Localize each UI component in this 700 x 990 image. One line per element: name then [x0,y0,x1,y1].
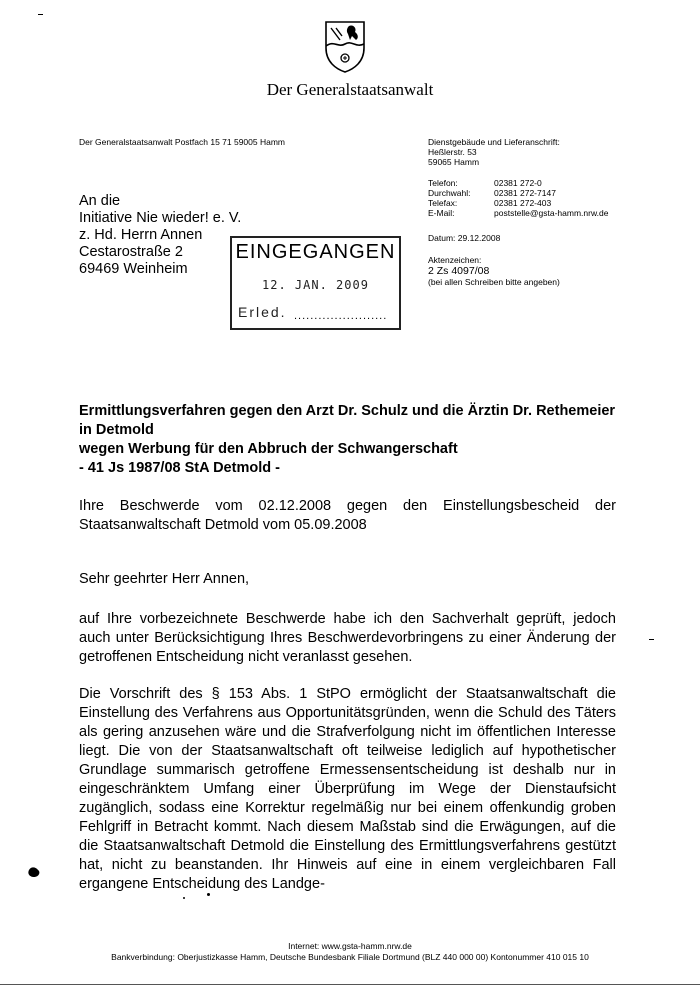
scan-speck [183,897,185,899]
contact-row [428,178,608,188]
office-address [428,137,560,167]
authority-title: Der Generalstaatsanwalt [266,80,434,99]
ink-blot-mark [27,866,41,878]
subject-line: in Detmold [79,422,154,438]
reference-block [428,255,560,287]
page-edge-line [0,984,700,985]
subject-line: - 41 Js 1987/08 StA Detmold - [79,460,280,476]
contact-row [428,188,608,198]
contact-details [428,178,608,218]
reference-label: Aktenzeichen: [428,255,482,265]
recipient-line: z. Hd. Herrn Annen [79,227,203,243]
footer-internet: Internet: www.gsta-hamm.nrw.de [288,941,412,951]
footer-bank: Bankverbindung: Oberjustizkasse Hamm, Deutsche Bundesbank Filiale Dortmund (BLZ 440 000 00) Kontonummer 410 015 10 [111,952,589,962]
fold-mark [649,639,654,640]
body-paragraph: Die Vorschrift des § 153 Abs. 1 StPO ermöglicht der Staatsanwaltschaft die Einstellung des Verfahrens aus Opportunitätsgründen, wenn die Schuld des Täters als gering anzusehen wäre und die Strafverfolgung nicht im öffentlichen Interesse liegt. Die von der Staatsanwaltschaft oft teilweise lediglich auf hypothetischer Grundlage summarisch getroffene Ermessensentscheidung ist deshalb nur in eingeschränktem Umfang einer Überprüfung im Wege der Dienstaufsicht zugänglich, sodass eine Korrektur regelmäßig nur bei einem offenkundig groben Fehlgriff in Betracht kommt. Nach diesem Maßstab sind die Erwägungen, auf die die Staatsanwaltschaft Detmold die Einstellung des Ermittlungsverfahrens gestützt hat, nicht zu beanstanden. Ihr Hinweis auf eine in einem vergleichbaren Fall ergangene Entscheidung des Landge- [79,686,616,892]
contact-row [428,198,608,208]
received-stamp [230,236,401,330]
subject-line: Ermittlungsverfahren gegen den Arzt Dr. Schulz und die Ärztin Dr. Rethemeier [79,403,616,419]
contact-row [428,208,608,218]
letter-date: Datum: 29.12.2008 [428,233,501,243]
office-city: 59065 Hamm [428,157,480,167]
subject-line: wegen Werbung für den Abbruch der Schwangerschaft [79,441,458,457]
reference-number: 2 Zs 4097/08 [428,265,490,277]
recipient-line: Initiative Nie wieder! e. V. [79,210,242,226]
office-heading: Dienstgebäude und Lieferanschrift: [428,137,560,147]
reference-note: (bei allen Schreiben bitte angeben) [428,277,560,287]
stamp-title: EINGEGANGEN [235,241,396,263]
salutation: Sehr geehrter Herr Annen, [79,571,250,587]
recipient-address [79,193,241,278]
scan-speck [207,893,210,896]
intro-paragraph: Ihre Beschwerde vom 02.12.2008 gegen den Einstellungsbescheid der Staatsanwaltschaft Detmold vom 05.09.2008 [79,498,616,533]
hole-punch-mark [38,14,43,15]
stamp-date: 12. JAN. 2009 [262,278,369,292]
recipient-line: An die [79,193,121,209]
coat-of-arms-logo [322,18,368,74]
subject-block [79,402,639,478]
contact-email: poststelle@gsta-hamm.nrw.de [494,208,609,218]
contact-value: 02381 272-7147 [494,188,556,198]
contact-value: 02381 272-403 [494,198,552,208]
recipient-line: 69469 Weinheim [79,261,188,277]
body-paragraph: auf Ihre vorbezeichnete Beschwerde habe ich den Sachverhalt geprüft, jedoch auch unter Berücksichtigung Ihres Beschwerdevorbringens zu einer Änderung der getroffenen Entscheidung nicht veranlasst gesehen. [79,611,616,665]
contact-label: Telefax: [428,198,458,208]
contact-label: Durchwahl: [428,188,471,198]
stamp-dots: ....................... [294,310,388,322]
recipient-line: Cestarostraße 2 [79,244,183,260]
stamp-erled: Erled. [238,304,287,320]
sender-return-address: Der Generalstaatsanwalt Postfach 15 71 59005 Hamm [79,137,286,147]
contact-label: E-Mail: [428,208,455,218]
contact-value: 02381 272-0 [494,178,542,188]
contact-label: Telefon: [428,178,458,188]
office-street: Heßlerstr. 53 [428,147,477,157]
